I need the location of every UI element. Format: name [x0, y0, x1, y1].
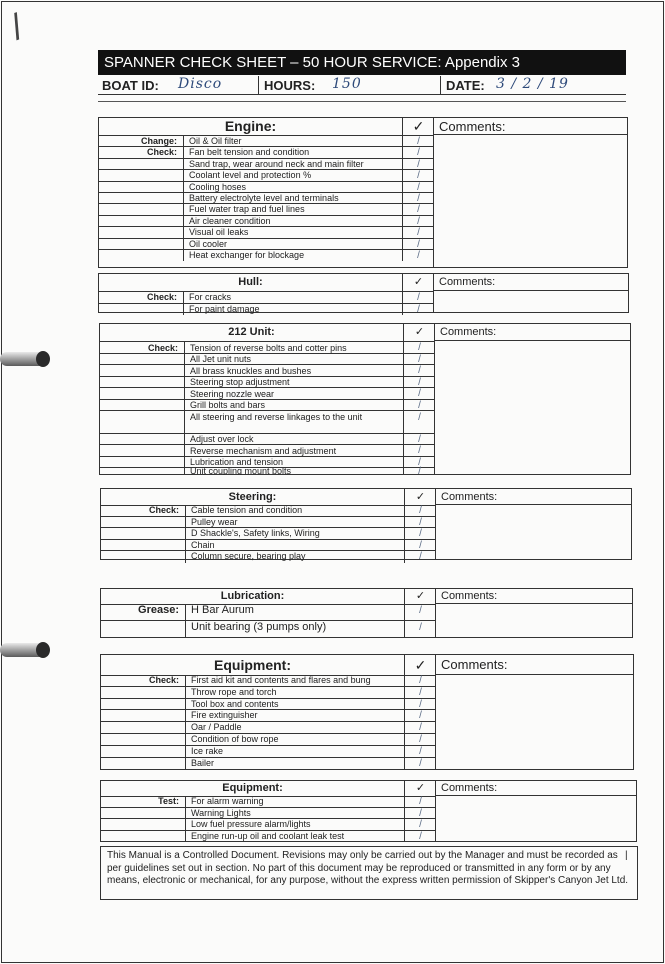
section-heading: Equipment: [101, 655, 404, 676]
check-mark[interactable]: / [402, 136, 434, 147]
check-mark[interactable]: / [403, 468, 435, 475]
row-label: Check: [146, 292, 177, 302]
checklist-item: All steering and reverse linkages to the unit [184, 411, 403, 434]
divider [440, 76, 441, 94]
check-mark[interactable]: / [404, 621, 436, 638]
check-mark[interactable]: / [404, 710, 436, 722]
row-label: Check: [148, 675, 179, 685]
row-label [101, 621, 185, 638]
checklist-row [99, 193, 433, 204]
check-mark[interactable]: / [402, 292, 434, 304]
checklist-row [100, 377, 434, 388]
checklist-row [99, 204, 433, 215]
row-label [100, 377, 184, 388]
comments-header: Comments: [435, 655, 633, 675]
checklist-item: Grill bolts and bars [184, 400, 403, 411]
checklist-item: Cable tension and condition [185, 505, 404, 517]
row-label [101, 722, 185, 734]
row-label [99, 239, 183, 250]
checklist-row [101, 746, 435, 758]
check-mark[interactable]: / [403, 434, 435, 445]
checklist-item: First aid kit and contents and flares and bung [185, 675, 404, 687]
checklist-row [99, 227, 433, 238]
checklist-row [100, 445, 434, 457]
row-label [101, 758, 185, 770]
checklist-item: Steering nozzle wear [184, 388, 403, 400]
section-equipment2 [100, 780, 637, 842]
checklist-item: Adjust over lock [184, 434, 403, 445]
checklist-item: Reverse mechanism and adjustment [184, 445, 403, 457]
row-label: Test: [158, 796, 179, 806]
tick-column-header: ✓ [404, 589, 436, 605]
check-mark[interactable]: / [402, 304, 434, 316]
section-lubrication [100, 588, 633, 638]
check-mark[interactable]: / [403, 377, 435, 388]
check-mark[interactable]: / [402, 216, 434, 227]
check-mark[interactable]: / [404, 540, 436, 552]
check-mark[interactable]: / [403, 342, 435, 354]
checklist-item: Chain [185, 540, 404, 552]
row-label [101, 699, 185, 711]
check-mark[interactable]: / [404, 734, 436, 746]
row-label [101, 710, 185, 722]
row-label [101, 687, 185, 699]
binder-ring-bottom [0, 643, 46, 657]
pen-mark: / [5, 5, 29, 48]
section-equipment1 [100, 654, 634, 770]
comments-header: Comments: [435, 489, 631, 505]
check-mark[interactable]: / [402, 193, 434, 204]
row-label [100, 445, 184, 457]
section-heading: Engine: [99, 118, 402, 136]
tick-column-header: ✓ [402, 118, 434, 136]
check-mark[interactable]: / [404, 831, 436, 843]
checklist-row [100, 388, 434, 400]
binder-ring-top [0, 352, 46, 366]
checklist-item: Throw rope and torch [185, 687, 404, 699]
row-label [99, 216, 183, 227]
checklist-row [101, 551, 435, 563]
row-label [101, 528, 185, 540]
check-mark[interactable]: / [403, 445, 435, 457]
row-label [101, 746, 185, 758]
checklist-row [100, 400, 434, 411]
checklist-row [101, 505, 435, 517]
row-label [99, 182, 183, 193]
row-label [99, 227, 183, 238]
check-mark[interactable]: / [404, 722, 436, 734]
checklist-row [101, 687, 435, 699]
hours-value: 150 [332, 76, 362, 92]
section-unit212 [99, 323, 631, 475]
check-mark[interactable]: / [403, 457, 435, 468]
page-title: SPANNER CHECK SHEET – 50 HOUR SERVICE: Appendix 3 [98, 50, 626, 75]
section-heading: 212 Unit: [100, 324, 403, 342]
check-mark[interactable]: / [404, 808, 436, 820]
comments-area[interactable] [433, 135, 627, 267]
section-heading: Steering: [101, 489, 404, 506]
footer-notice: This Manual is a Controlled Document. Revisions may only be carried out by the Manager and must be recorded as per guidelines set out in section. No part of this document may be reproduced or transmitted in any form or by any means, electronic or mechanical, for any purpose, without the express written permission of Skipper's Canyon Jet Ltd. [100, 846, 638, 900]
row-label [101, 517, 185, 529]
check-mark[interactable]: / [402, 147, 434, 158]
checklist-item: Unit coupling mount bolts [184, 468, 403, 475]
checklist-item: Oil & Oil filter [183, 136, 402, 147]
pipe-mark: | [625, 850, 628, 861]
row-label [100, 388, 184, 400]
checklist-item: Low fuel pressure alarm/lights [185, 819, 404, 831]
section-heading: Equipment: [101, 781, 404, 797]
checklist-item: Fire extinguisher [185, 710, 404, 722]
checklist-item: Ice rake [185, 746, 404, 758]
row-label [100, 434, 184, 445]
divider [258, 76, 259, 94]
row-label [100, 468, 184, 475]
row-label: Grease: [138, 604, 179, 616]
boat-id-value: Disco [178, 76, 223, 92]
row-label [101, 540, 185, 552]
section-hull [98, 273, 629, 313]
checklist-row [100, 434, 434, 445]
checklist-item: Tool box and contents [185, 699, 404, 711]
checklist-row [101, 734, 435, 746]
checklist-row [101, 604, 435, 621]
comments-header: Comments: [435, 781, 636, 796]
checklist-row [99, 147, 433, 158]
checklist-item: Cooling hoses [183, 182, 402, 193]
checklist-item: All Jet unit nuts [184, 354, 403, 365]
row-label [101, 831, 185, 843]
row-label [99, 304, 183, 316]
checklist-row [100, 457, 434, 468]
checklist-row [99, 170, 433, 181]
checklist-row [101, 819, 435, 831]
checklist-item: Warning Lights [185, 808, 404, 820]
check-mark[interactable]: / [403, 365, 435, 377]
checklist-item: Unit bearing (3 pumps only) [185, 621, 404, 638]
row-label: Check: [148, 505, 179, 515]
checklist-row [101, 621, 435, 638]
checklist-item: Steering stop adjustment [184, 377, 403, 388]
checklist-row [100, 411, 434, 434]
checklist-row [101, 675, 435, 687]
checklist-row [101, 831, 435, 843]
checklist-item: Sand trap, wear around neck and main filter [183, 159, 402, 170]
check-mark[interactable]: / [404, 604, 436, 621]
checklist-row [101, 722, 435, 734]
row-label [99, 250, 183, 261]
check-mark[interactable]: / [404, 687, 436, 699]
checklist-item: Fuel water trap and fuel lines [183, 204, 402, 215]
check-mark[interactable]: / [402, 159, 434, 170]
check-mark[interactable]: / [404, 819, 436, 831]
row-label [101, 808, 185, 820]
boat-id-label: BOAT ID: [102, 78, 159, 93]
check-mark[interactable]: / [402, 227, 434, 238]
comments-area[interactable] [435, 675, 633, 769]
checklist-item: Oar / Paddle [185, 722, 404, 734]
check-mark[interactable]: / [402, 170, 434, 181]
checklist-row [99, 250, 433, 261]
row-label: Check: [147, 343, 178, 353]
comments-header: Comments: [433, 118, 627, 135]
check-mark[interactable]: / [404, 699, 436, 711]
check-mark[interactable]: / [402, 204, 434, 215]
checklist-item: For alarm warning [185, 796, 404, 808]
check-mark[interactable]: / [404, 758, 436, 770]
checklist-item: All brass knuckles and bushes [184, 365, 403, 377]
check-mark[interactable]: / [402, 182, 434, 193]
tick-column-header: ✓ [402, 274, 434, 292]
tick-column-header: ✓ [404, 781, 436, 797]
checklist-item: For cracks [183, 292, 402, 304]
section-heading: Hull: [99, 274, 402, 292]
checklist-row [101, 758, 435, 770]
checklist-row [101, 710, 435, 722]
check-mark[interactable]: / [404, 551, 436, 563]
checklist-row [100, 342, 434, 354]
check-mark[interactable]: / [403, 388, 435, 400]
section-engine [98, 117, 628, 268]
section-heading: Lubrication: [101, 589, 404, 605]
checklist-row [101, 528, 435, 540]
comments-area[interactable] [433, 291, 628, 312]
row-label [99, 193, 183, 204]
row-label [101, 734, 185, 746]
row-label [101, 551, 185, 563]
row-label [100, 400, 184, 411]
comments-header: Comments: [433, 274, 628, 291]
comments-area[interactable] [435, 796, 636, 841]
comments-area[interactable] [434, 341, 630, 474]
checklist-item: Oil cooler [183, 239, 402, 250]
check-mark[interactable]: / [404, 528, 436, 540]
checklist-row [100, 365, 434, 377]
checklist-row [101, 517, 435, 529]
checklist-item: Tension of reverse bolts and cotter pins [184, 342, 403, 354]
checklist-row [100, 468, 434, 475]
row-label [100, 411, 184, 434]
row-label [99, 159, 183, 170]
checklist-item: Visual oil leaks [183, 227, 402, 238]
checklist-item: For paint damage [183, 304, 402, 316]
checklist-item: Fan belt tension and condition [183, 147, 402, 158]
row-label: Check: [146, 147, 177, 158]
date-value: 3 / 2 / 19 [496, 76, 569, 92]
tick-column-header: ✓ [404, 489, 436, 506]
row-label [100, 365, 184, 377]
row-label: Change: [141, 136, 177, 146]
checklist-row [99, 304, 433, 316]
checklist-row [99, 136, 433, 147]
check-mark[interactable]: / [404, 796, 436, 808]
checklist-row [101, 808, 435, 820]
checklist-item: Coolant level and protection % [183, 170, 402, 181]
divider [98, 101, 626, 102]
checklist-row [101, 699, 435, 711]
check-mark[interactable]: / [404, 675, 436, 687]
check-mark[interactable]: / [402, 250, 434, 261]
hours-label: HOURS: [264, 78, 316, 93]
comments-header: Comments: [435, 589, 632, 604]
check-mark[interactable]: / [404, 517, 436, 529]
checklist-item: D Shackle's, Safety links, Wiring [185, 528, 404, 540]
comments-header: Comments: [434, 324, 630, 341]
checklist-row [101, 796, 435, 808]
date-label: DATE: [446, 78, 485, 93]
row-label [99, 170, 183, 181]
check-mark[interactable]: / [402, 239, 434, 250]
checklist-item: Bailer [185, 758, 404, 770]
checklist-item: H Bar Aurum [185, 604, 404, 621]
checklist-item: Condition of bow rope [185, 734, 404, 746]
checklist-item: Column secure, bearing play [185, 551, 404, 563]
checklist-item: Lubrication and tension [184, 457, 403, 468]
check-mark[interactable]: / [403, 400, 435, 411]
row-label [101, 819, 185, 831]
checklist-row [99, 159, 433, 170]
comments-area[interactable] [435, 505, 631, 559]
row-label [100, 354, 184, 365]
section-steering [100, 488, 632, 563]
header-info-line [98, 76, 626, 95]
checklist-item: Pulley wear [185, 517, 404, 529]
tick-column-header: ✓ [404, 655, 436, 676]
checklist-item: Battery electrolyte level and terminals [183, 193, 402, 204]
checklist-item: Engine run-up oil and coolant leak test [185, 831, 404, 843]
check-mark[interactable]: / [403, 411, 435, 434]
check-mark[interactable]: / [404, 505, 436, 517]
checklist-row [100, 354, 434, 365]
row-label [100, 457, 184, 468]
check-mark[interactable]: / [404, 746, 436, 758]
tick-column-header: ✓ [403, 324, 435, 342]
row-label [99, 204, 183, 215]
checklist-row [99, 292, 433, 304]
checklist-item: Air cleaner condition [183, 216, 402, 227]
comments-area[interactable] [435, 604, 632, 637]
check-mark[interactable]: / [403, 354, 435, 365]
checklist-row [99, 182, 433, 193]
checklist-row [99, 216, 433, 227]
checklist-row [101, 540, 435, 552]
checklist-item: Heat exchanger for blockage [183, 250, 402, 261]
checklist-row [99, 239, 433, 250]
